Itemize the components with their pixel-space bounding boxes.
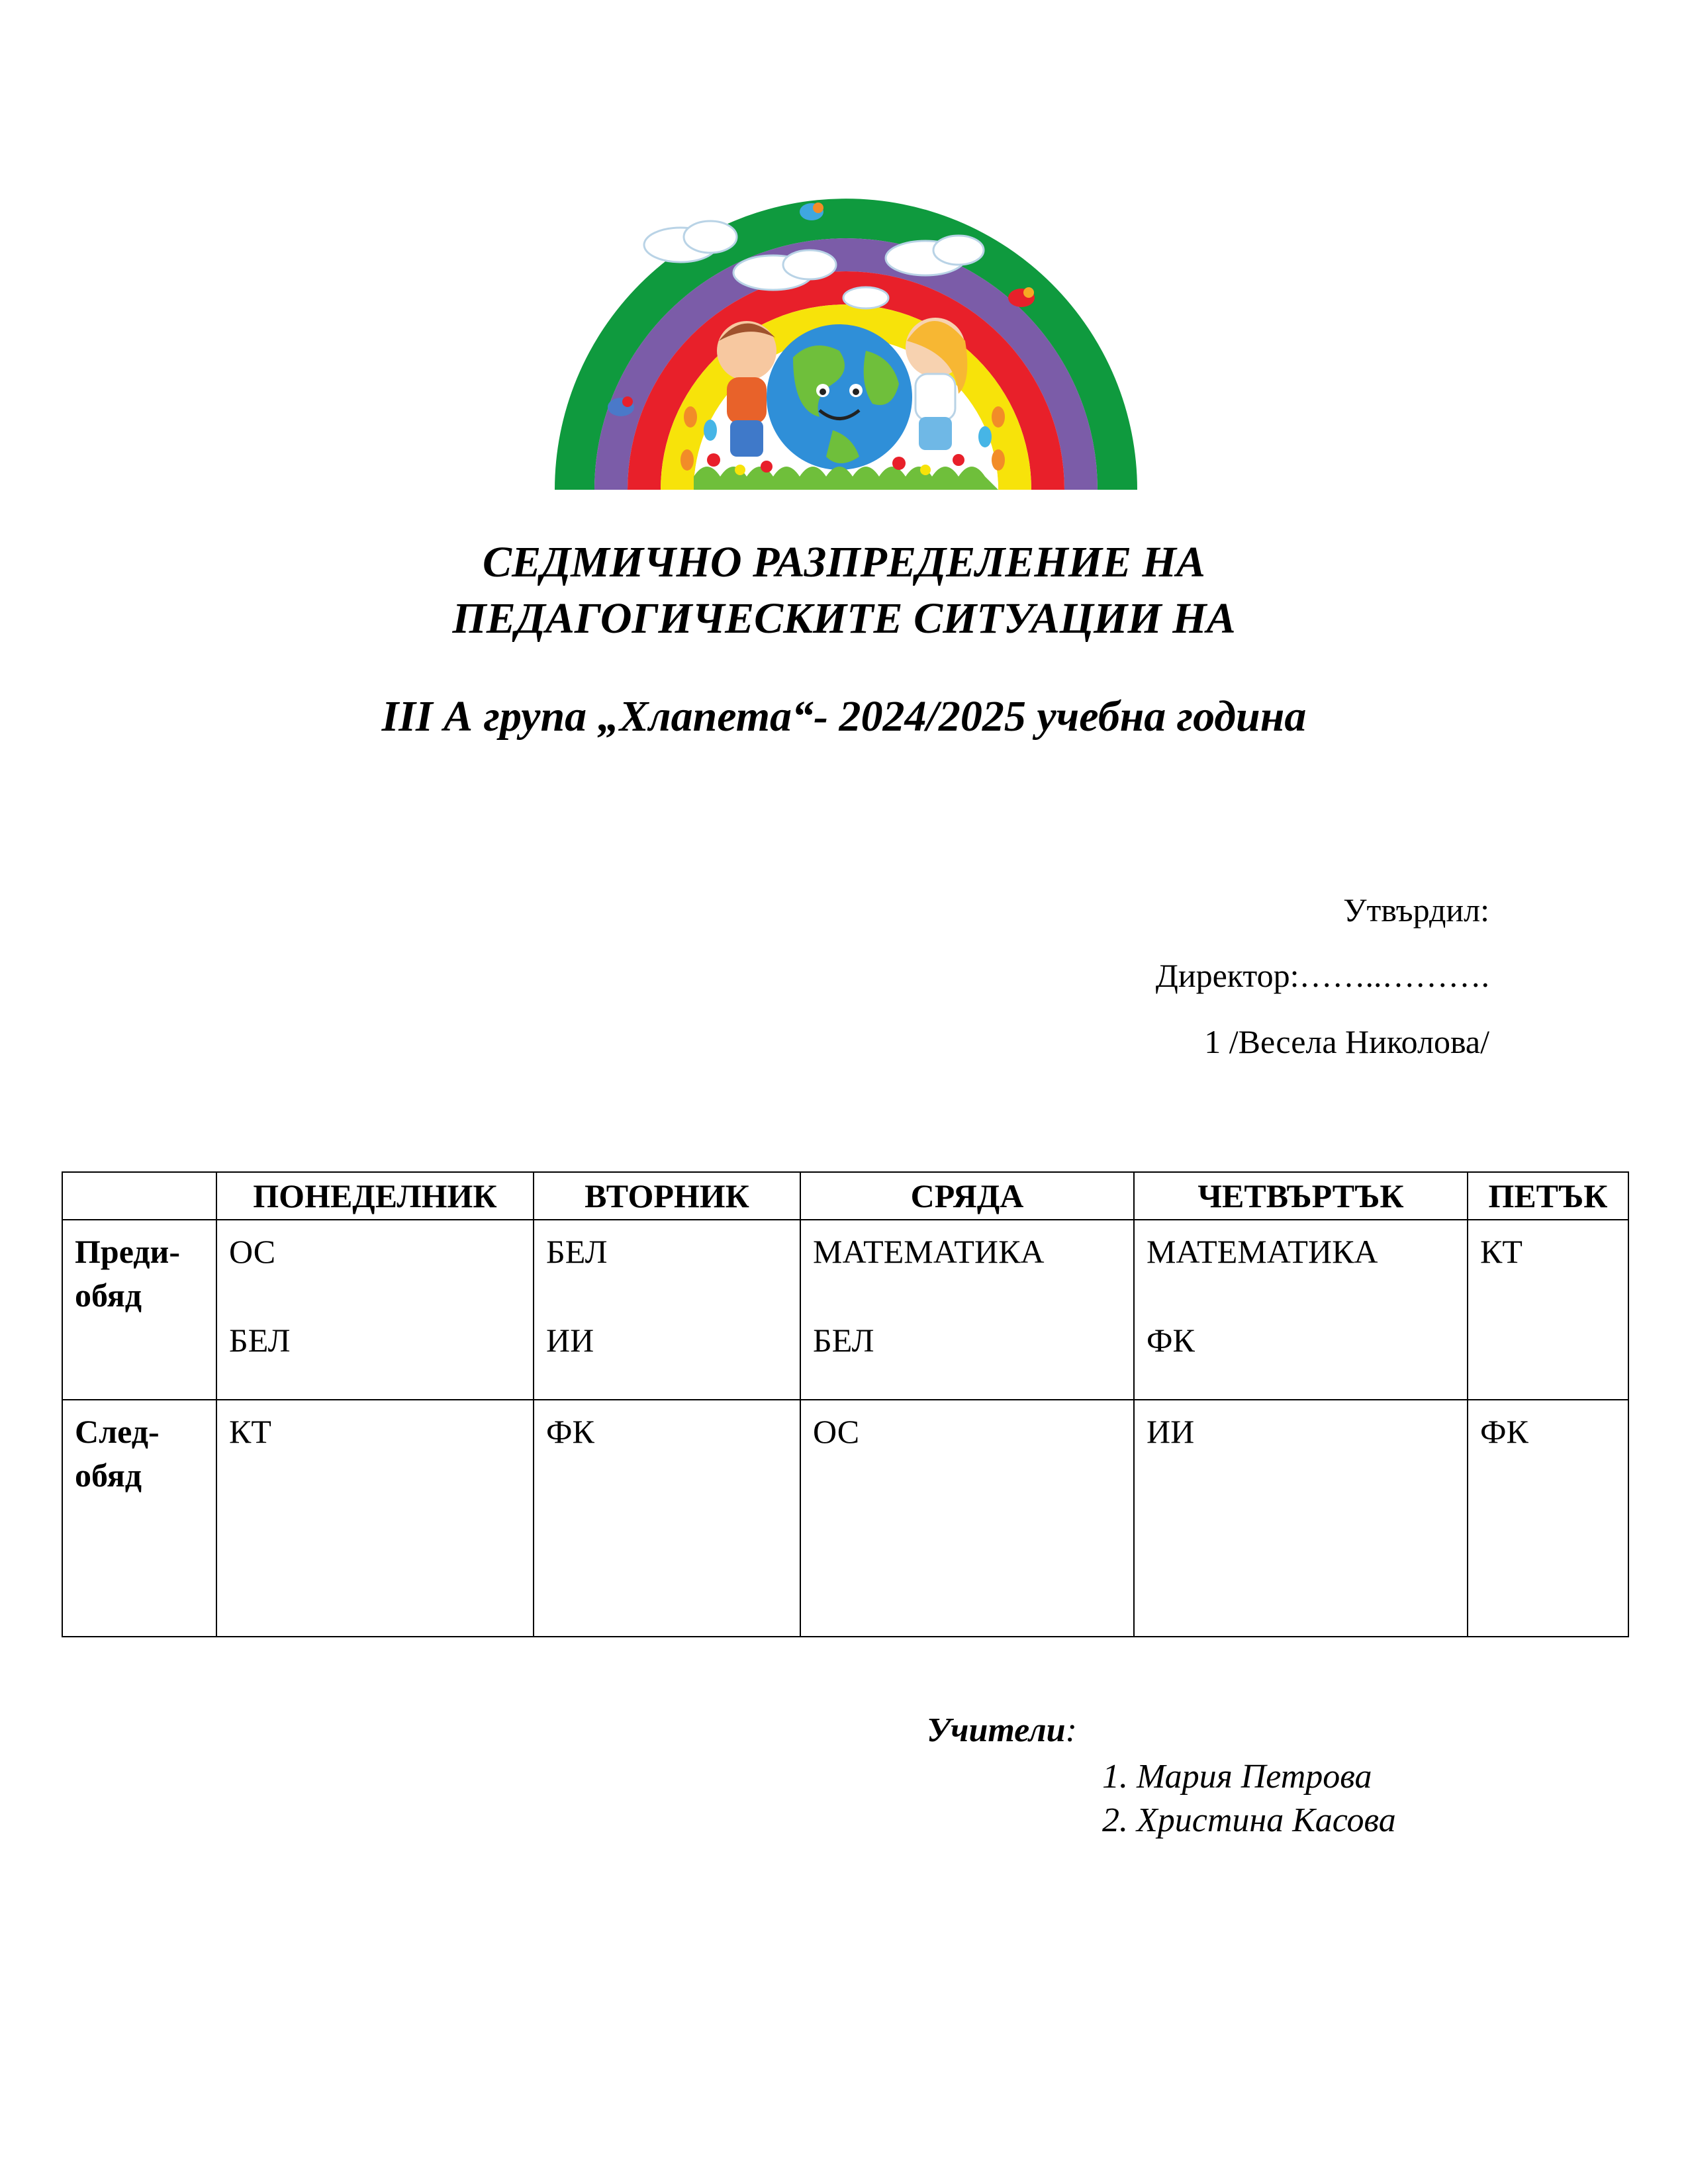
document-subtitle: III А група „Хлапета“- 2024/2025 учебна година <box>381 692 1307 741</box>
cell-monday-morning-second: БЕЛ <box>229 1322 291 1359</box>
rainbow-globe-logo <box>555 199 1137 490</box>
teacher-item-2: 2. Христина Касова <box>1102 1801 1396 1839</box>
cell-monday-afternoon-first: КТ <box>229 1413 271 1450</box>
cell-friday-afternoon <box>1468 1400 1628 1637</box>
period-afternoon-line-1: След- <box>75 1413 160 1450</box>
header-monday: ПОНЕДЕЛНИК <box>216 1172 534 1220</box>
header-thursday: ЧЕТВЪРТЪК <box>1134 1172 1468 1220</box>
period-morning-line-2: обяд <box>75 1277 142 1314</box>
cell-friday-morning <box>1468 1220 1628 1400</box>
cell-tuesday-afternoon <box>534 1400 800 1637</box>
cell-monday-morning <box>216 1220 534 1400</box>
cell-tuesday-afternoon-first: ФК <box>546 1413 594 1450</box>
cell-friday-morning-first: КТ <box>1480 1233 1523 1270</box>
teachers-label <box>927 1711 1077 1750</box>
director-name: 1 /Весела Николова/ <box>1204 1023 1489 1060</box>
period-afternoon <box>62 1400 216 1637</box>
cell-monday-morning-first: ОС <box>229 1233 276 1270</box>
header-tuesday: ВТОРНИК <box>534 1172 800 1220</box>
teachers-list <box>1102 1755 1396 1843</box>
teacher-item-1: 1. Мария Петрова <box>1102 1758 1372 1796</box>
period-morning <box>62 1220 216 1400</box>
cell-friday-afternoon-first: ФК <box>1480 1413 1528 1450</box>
teachers-label-colon: : <box>1065 1711 1077 1749</box>
document-title-line-1: СЕДМИЧНО РАЗПРЕДЕЛЕНИЕ НА <box>483 538 1205 586</box>
approval-label: Утвърдил: <box>1343 891 1489 929</box>
cell-thursday-morning <box>1134 1220 1468 1400</box>
cell-monday-afternoon <box>216 1400 534 1637</box>
cell-tuesday-morning <box>534 1220 800 1400</box>
director-signature-line: Директор:……..………. <box>1155 957 1489 994</box>
header-wednesday: СРЯДА <box>800 1172 1134 1220</box>
header-corner-cell <box>62 1172 216 1220</box>
table-row-morning <box>62 1220 1628 1400</box>
cell-wednesday-morning-first: МАТЕМАТИКА <box>813 1233 1045 1270</box>
cell-thursday-afternoon-first: ИИ <box>1147 1413 1195 1450</box>
cell-thursday-afternoon <box>1134 1400 1468 1637</box>
document-title-line-2: ПЕДАГОГИЧЕСКИТЕ СИТУАЦИИ НА <box>452 594 1236 643</box>
period-afternoon-line-2: обяд <box>75 1457 142 1494</box>
cell-wednesday-morning <box>800 1220 1134 1400</box>
table-row-afternoon <box>62 1400 1628 1637</box>
header-friday: ПЕТЪК <box>1468 1172 1628 1220</box>
cell-tuesday-morning-first: БЕЛ <box>546 1233 608 1270</box>
cell-wednesday-afternoon-first: ОС <box>813 1413 860 1450</box>
weekly-schedule-table <box>62 1171 1629 1637</box>
cell-thursday-morning-first: МАТЕМАТИКА <box>1147 1233 1378 1270</box>
cell-tuesday-morning-second: ИИ <box>546 1322 594 1359</box>
cell-wednesday-afternoon <box>800 1400 1134 1637</box>
period-morning-line-1: Преди- <box>75 1233 180 1270</box>
cell-thursday-morning-second: ФК <box>1147 1322 1195 1359</box>
cell-wednesday-morning-second: БЕЛ <box>813 1322 874 1359</box>
table-header-row <box>62 1172 1628 1220</box>
teachers-label-text: Учители <box>927 1711 1066 1749</box>
